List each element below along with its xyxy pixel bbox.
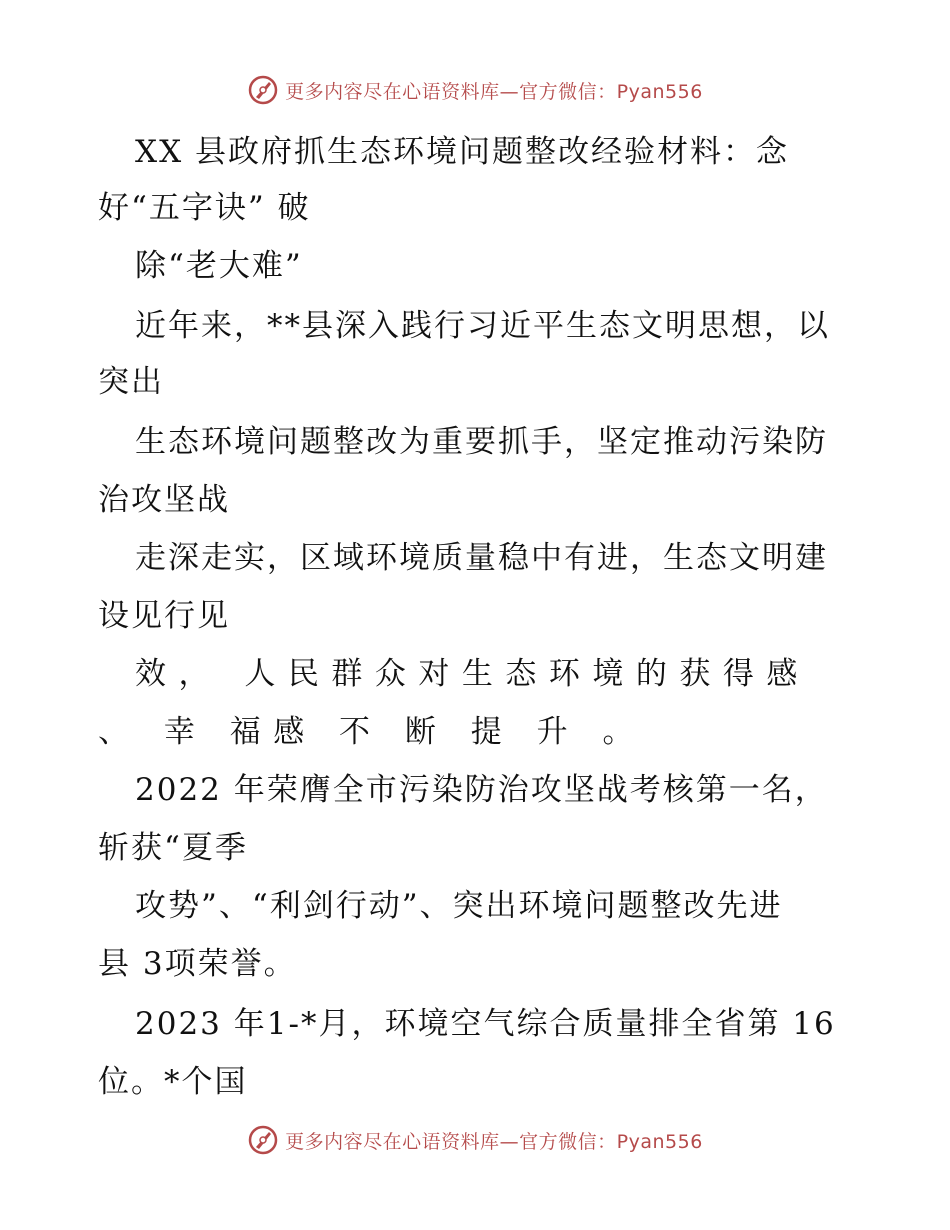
watermark-text: 更多内容尽在心语资料库—官方微信：Pyan556 (285, 80, 703, 103)
doc-line: XX 县政府抓生态环境问题整改经验材料：念 (135, 134, 789, 170)
doc-line: 治攻坚战 (98, 482, 230, 518)
doc-line: 攻势”、“利剑行动”、突出环境问题整改先进 (135, 888, 783, 924)
doc-line: 县 3项荣誉。 (98, 946, 297, 982)
doc-line: 位。*个国 (98, 1064, 248, 1100)
quill-circle-logo (247, 1124, 279, 1156)
doc-line: 斩获“夏季 (98, 830, 248, 866)
doc-line: 除“老大难” (135, 248, 303, 284)
doc-line: 、 幸 福感 不 断 提 升 。 (98, 714, 646, 750)
header-watermark (0, 72, 950, 108)
doc-line: 效， 人民群众对生态环境的获得感 (135, 656, 810, 692)
doc-line: 2023 年1-*月，环境空气综合质量排全省第 16 (135, 1006, 836, 1042)
doc-line: 突出 (98, 364, 164, 400)
doc-line: 设见行见 (98, 598, 230, 634)
doc-line: 2022 年荣膺全市污染防治攻坚战考核第一名， (135, 772, 828, 808)
quill-circle-logo (247, 74, 279, 106)
doc-line: 近年来，**县深入践行习近平生态文明思想，以 (135, 308, 830, 344)
doc-line: 走深走实，区域环境质量稳中有进，生态文明建 (135, 540, 828, 576)
watermark-text: 更多内容尽在心语资料库—官方微信：Pyan556 (285, 1130, 703, 1153)
doc-line: 好“五字诀” 破 (98, 190, 311, 226)
footer-watermark (0, 1122, 950, 1158)
doc-line: 生态环境问题整改为重要抓手，坚定推动污染防 (135, 424, 828, 460)
